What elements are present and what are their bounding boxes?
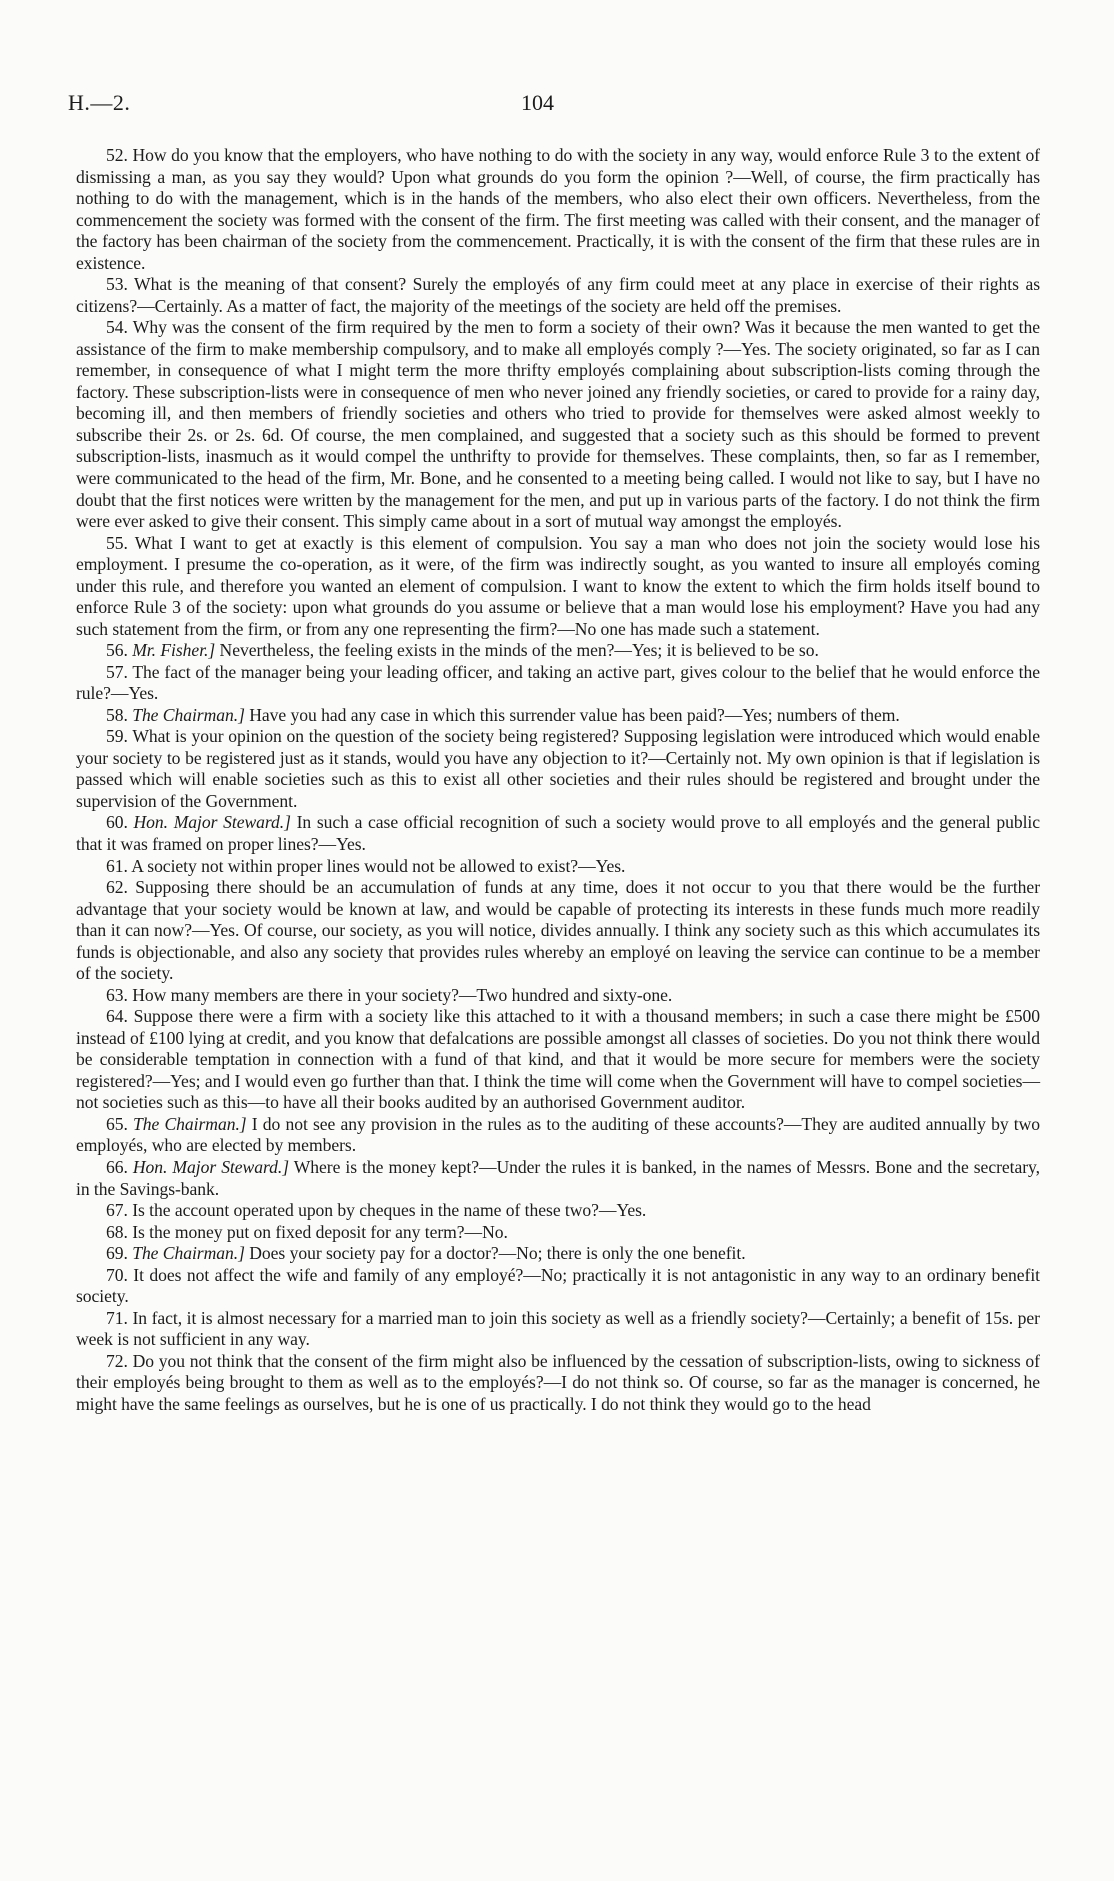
question-number: 57. xyxy=(106,661,128,682)
speaker-label: The Chairman.] xyxy=(132,704,245,725)
speaker-label: Hon. Major Steward.] xyxy=(132,1156,290,1177)
page-header xyxy=(68,90,1048,120)
question-number: 70. xyxy=(106,1264,128,1285)
question-number: 69. xyxy=(106,1243,128,1264)
question-number: 54. xyxy=(106,317,128,338)
paragraph-58 xyxy=(76,705,1040,727)
paragraph-text: Supposing there should be an accumulation of funds at any time, does it not occur to you that there would be the further advantage that your society would be known at law, and would be capable of protecting its interests in these funds much more readily than it can now?—Yes. Of course, our society, as you will notice, divides annually. I think any society such as this which accumulates its funds is objectionable, and also any society that provides rules whereby an employé on leaving the service can continue to be a member of the society. xyxy=(76,877,1040,984)
paragraph-text: It does not affect the wife and family of any employé?—No; practically it is not antagonistic in any way to an ordinary benefit society. xyxy=(76,1264,1040,1307)
paragraph-63 xyxy=(76,985,1040,1007)
question-number: 67. xyxy=(106,1200,128,1221)
paragraph-65 xyxy=(76,1114,1040,1157)
paragraph-57 xyxy=(76,662,1040,705)
page-number: 104 xyxy=(521,90,554,115)
paragraph-54 xyxy=(76,317,1040,532)
speaker-label: Mr. Fisher.] xyxy=(132,640,216,661)
paragraph-text: How many members are there in your society?—Two hundred and sixty-one. xyxy=(132,984,673,1005)
paragraph-66 xyxy=(76,1157,1040,1200)
paragraph-text: The fact of the manager being your leading officer, and taking an active part, gives colour to the belief that he would enforce the rule?—Yes. xyxy=(76,661,1040,704)
paragraph-text: I do not see any provision in the rules as to the auditing of these accounts?—They are audited annually by two employés, who are elected by members. xyxy=(76,1113,1040,1156)
paragraph-text: Is the account operated upon by cheques in the name of these two?—Yes. xyxy=(132,1200,647,1221)
question-number: 65. xyxy=(106,1113,128,1134)
paragraph-text: Do you not think that the consent of the firm might also be influenced by the cessation of subscription-lists, owing to sickness of their employés being brought to them as well as to the employés?—I do not think so. Of course, so far as the manager is concerned, he might have the same feelings as ourselves, but he is one of us practically. I do not think they would go to the head xyxy=(76,1350,1040,1414)
question-number: 60. xyxy=(106,812,128,833)
paragraph-60 xyxy=(76,812,1040,855)
paragraph-text: What is the meaning of that consent? Surely the employés of any firm could meet at any place in exercise of their rights as citizens?—Certainly. As a matter of fact, the majority of the meetings of the society are held off the premises. xyxy=(76,274,1041,316)
question-number: 71. xyxy=(106,1307,128,1328)
paragraph-text: Why was the consent of the firm required by the men to form a society of their own? Was it because the men wanted to get the assistance of the firm to make membership compulsory, and to make all employés comply ?—Yes. The society originated, so far as I can remember, in consequence of what I might term the more thrifty employés complaining about subscription-lists coming through the factory. These subscription-lists were in consequence of men who never joined any friendly societies, or cared to provide for a rainy day, becoming ill, and then members of friendly societies and others who tried to provide for themselves were asked almost weekly to subscribe their 2s. or 2s. 6d. Of course, the men complained, and suggested that a society such as this should be formed to prevent subscription-lists, inasmuch as it would compel the unthrifty to provide for themselves. These complaints, then, so far as I remember, were communicated to the head of the firm, Mr. Bone, and he consented to a meeting being called. I would not like to say, but I have no doubt that the first notices were written by the management for the men, and put up in various parts of the factory. I do not think the firm were ever asked to give their consent. This simply came about in a sort of mutual way amongst the employés. xyxy=(76,317,1040,532)
paragraph-61 xyxy=(76,856,1040,878)
question-number: 61. xyxy=(106,855,128,876)
paragraph-71 xyxy=(76,1308,1040,1351)
paragraph-text: Where is the money kept?—Under the rules it is banked, in the names of Messrs. Bone and the secretary, in the Savings-bank. xyxy=(76,1156,1040,1199)
paragraph-64 xyxy=(76,1006,1040,1114)
question-number: 68. xyxy=(106,1221,128,1242)
question-number: 72. xyxy=(106,1350,128,1371)
speaker-label: The Chairman.] xyxy=(132,1243,245,1264)
question-number: 55. xyxy=(106,532,128,553)
paragraph-69 xyxy=(76,1243,1040,1265)
paragraph-text: Does your society pay for a doctor?—No; there is only the one benefit. xyxy=(249,1243,746,1264)
paragraph-text: What I want to get at exactly is this element of compulsion. You say a man who does not join the society would lose his employment. I presume the co-operation, as it were, of the firm was indirectly sought, as you wanted to insure all employés coming under this rule, and therefore you wanted an element of compulsion. I want to know the extent to which the firm holds itself bound to enforce Rule 3 of the society: upon what grounds do you assume or believe that a man would lose his employment? Have you had any such statement from the firm, or from any one representing the firm?—No one has made such a statement. xyxy=(76,532,1041,639)
speaker-label: Hon. Major Steward.] xyxy=(133,812,291,833)
paragraph-52 xyxy=(76,145,1040,274)
paragraph-text: Nevertheless, the feeling exists in the minds of the men?—Yes; it is believed to be so. xyxy=(219,640,819,661)
paragraph-text: A society not within proper lines would not be allowed to exist?—Yes. xyxy=(131,855,626,876)
paragraph-56 xyxy=(76,640,1040,662)
paragraph-59 xyxy=(76,726,1040,812)
question-number: 64. xyxy=(106,1006,128,1027)
question-number: 59. xyxy=(106,726,128,747)
paragraph-67 xyxy=(76,1200,1040,1222)
question-number: 62. xyxy=(106,877,128,898)
paragraph-text: In such a case official recognition of such a society would prove to all employés and the general public that it was framed on proper lines?—Yes. xyxy=(76,812,1041,854)
speaker-label: The Chairman.] xyxy=(133,1113,247,1134)
paragraph-text: Have you had any case in which this surrender value has been paid?—Yes; numbers of them. xyxy=(249,704,900,725)
paragraph-text: Is the money put on fixed deposit for any term?—No. xyxy=(132,1221,508,1242)
question-number: 53. xyxy=(106,274,128,295)
question-number: 63. xyxy=(106,984,128,1005)
question-number: 58. xyxy=(106,704,128,725)
paragraph-text: How do you know that the employers, who have nothing to do with the society in any way, would enforce Rule 3 to the extent of dismissing a man, as you say they would? Upon what grounds do you form the opinion ?—Well, of course, the firm practically has nothing to do with the management, which is in the hands of the members, who also elect their own officers. Nevertheless, from the commencement the society was formed with the consent of the firm. The first meeting was called with their consent, and the manager of the factory has been chairman of the society from the commencement. Practically, it is with the consent of the firm that these rules are in existence. xyxy=(76,145,1040,273)
testimony-body xyxy=(76,145,1040,1415)
paragraph-text: Suppose there were a firm with a society like this attached to it with a thousand members; in such a case there might be £500 instead of £100 lying at credit, and you know that defalcations are possible amongst all classes of societies. Do you not think there would be considerable temptation in connection with a fund of that kind, and that it would be more secure for members were the society registered?—Yes; and I would even go further than that. I think the time will come when the Government will have to compel societies—not societies such as this—to have all their books audited by an authorised Government auditor. xyxy=(76,1006,1040,1113)
question-number: 52. xyxy=(106,145,128,165)
paragraph-55 xyxy=(76,533,1040,641)
paragraph-68 xyxy=(76,1222,1040,1244)
question-number: 66. xyxy=(106,1156,128,1177)
paragraph-70 xyxy=(76,1265,1040,1308)
paragraph-72 xyxy=(76,1351,1040,1416)
paragraph-text: What is your opinion on the question of the society being registered? Supposing legislation were introduced which would enable your society to be registered just as it stands, would you have any objection to it?—Certainly not. My own opinion is that if legislation is passed which will enable societies such as this to exist all other societies and their rules should be registered and brought under the supervision of the Government. xyxy=(76,726,1040,811)
paragraph-53 xyxy=(76,274,1040,317)
question-number: 56. xyxy=(106,640,128,661)
document-reference: H.—2. xyxy=(68,90,131,115)
paragraph-text: In fact, it is almost necessary for a married man to join this society as well as a friendly society?—Certainly; a benefit of 15s. per week is not sufficient in any way. xyxy=(76,1307,1040,1350)
paragraph-62 xyxy=(76,877,1040,985)
